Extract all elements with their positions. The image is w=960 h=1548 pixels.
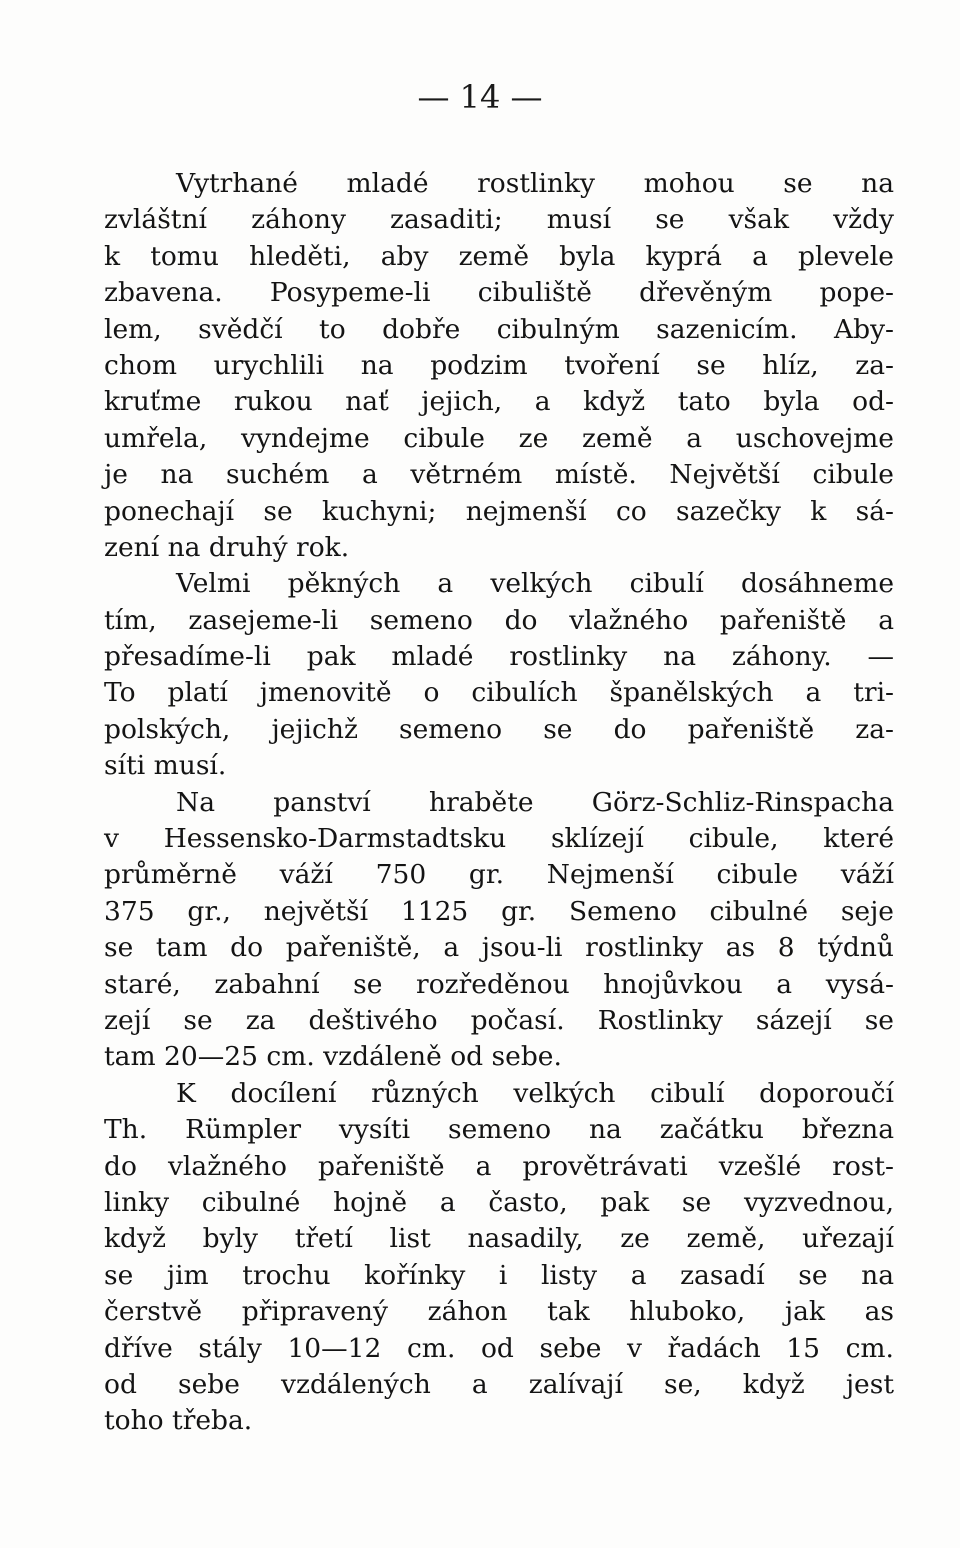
text-line: dříve stály 10—12 cm. od sebe v řadách 15 cm. <box>104 1332 894 1364</box>
text-line: se jim trochu kořínky i listy a zasadí se na <box>104 1259 894 1291</box>
text-line: zení na druhý rok. <box>104 531 350 563</box>
text-line: kruťme rukou nať jejich, a když tato byla od- <box>104 386 894 418</box>
paragraph-3 <box>104 785 894 1076</box>
text-line: polských, jejichž semeno se do pařeniště za- <box>104 713 894 745</box>
text-line: tam 20—25 cm. vzdáleně od sebe. <box>104 1041 562 1073</box>
text-line: Th. Rümpler vysíti semeno na začátku března <box>104 1114 894 1146</box>
page-number: — 14 — <box>417 78 543 116</box>
paragraph-2 <box>104 566 894 784</box>
text-line: od sebe vzdálených a zalívají se, když jest <box>104 1368 894 1400</box>
text-line: 375 gr., největší 1125 gr. Semeno cibulné seje <box>104 895 894 927</box>
text-line: K docílení různých velkých cibulí doporoučí <box>176 1077 894 1109</box>
text-line: ponechají se kuchyni; nejmenší co sazečky k sá- <box>104 495 894 527</box>
text-line: zvláštní záhony zasaditi; musí se však vždy <box>104 204 894 236</box>
body-text <box>104 166 894 1440</box>
text-line: zbavena. Posypeme-li cibuliště dřevěným popе- <box>104 277 894 309</box>
text-line: Velmi pěkných a velkých cibulí dosáhneme <box>176 568 894 600</box>
text-line: To platí jmenovitě o cibulích španělských a tri- <box>104 677 894 709</box>
paragraph-1 <box>104 166 894 566</box>
text-line: k tomu hleděti, aby země byla kyprá a plevele <box>104 240 894 272</box>
text-line: chom urychlili na podzim tvoření se hlíz, za- <box>104 349 894 381</box>
text-line: Vytrhané mladé rostlinky mohou se na <box>176 168 894 199</box>
text-line: je na suchém a větrném místě. Největší cibule <box>104 459 894 491</box>
text-line: umřela, vyndejme cibule ze země a uschovejme <box>104 422 894 454</box>
text-line: se tam do pařeniště, a jsou-li rostlinky as 8 týdnů <box>104 932 894 964</box>
text-line: v Hessensko-Darmstadtsku sklízejí cibule, které <box>104 823 894 855</box>
text-line: staré, zabahní se rozředěnou hnojůvkou a vysá- <box>104 968 894 1000</box>
text-line: do vlažného pařeniště a provětrávati vzešlé rost- <box>104 1150 894 1182</box>
text-line: průměrně váží 750 gr. Nejmenší cibule váží <box>104 859 894 891</box>
text-line: zejí se za deštivého počasí. Rostlinky sázejí se <box>104 1004 894 1036</box>
text-line: Na panství hraběte Görz-Schliz-Rinspacha <box>176 786 894 818</box>
text-line: čerstvě připravený záhon tak hluboko, jak as <box>104 1296 894 1328</box>
text-line: přesadíme-li pak mladé rostlinky na záhony. — <box>104 641 894 673</box>
text-line: toho třeba. <box>104 1405 253 1437</box>
text-line: tím, zasejeme-li semeno do vlažného pařeniště a <box>104 604 894 636</box>
text-line: síti musí. <box>104 750 227 782</box>
text-line: lem, svědčí to dobře cibulným sazenicím. Aby- <box>104 313 894 345</box>
text-line: když byly třetí list nasadily, ze země, uřezají <box>104 1223 894 1255</box>
text-line: linky cibulné hojně a často, pak se vyzvednou, <box>104 1186 894 1218</box>
paragraph-4 <box>104 1076 894 1440</box>
